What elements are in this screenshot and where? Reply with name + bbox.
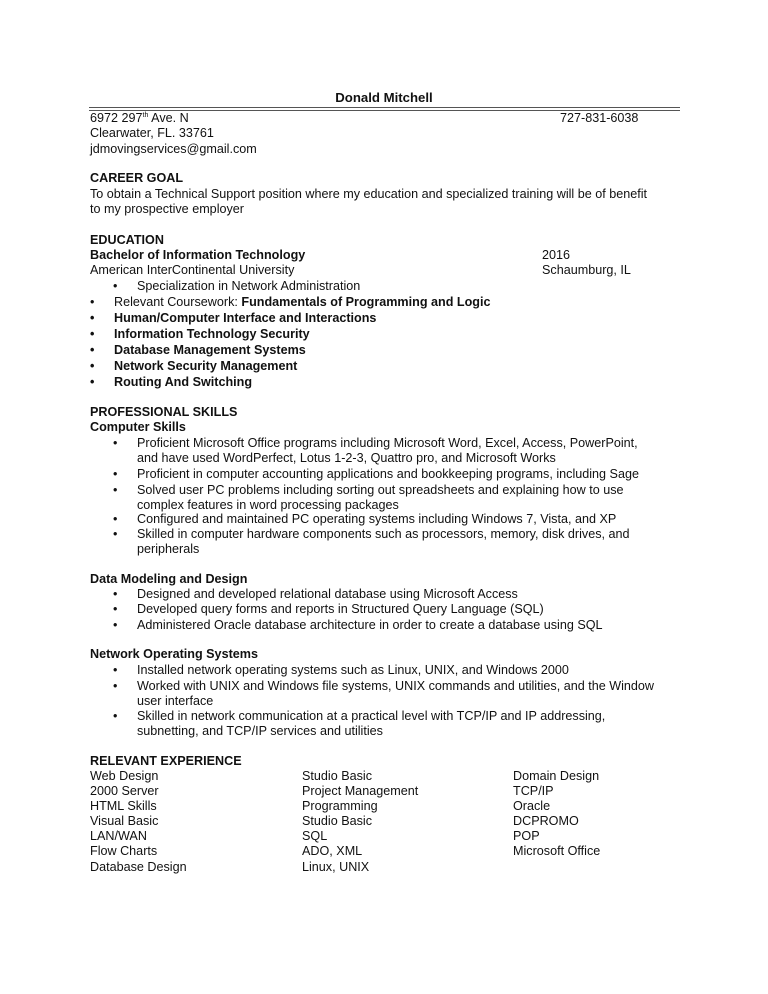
experience-item: Linux, UNIX bbox=[302, 859, 370, 874]
address-line bbox=[90, 111, 189, 126]
experience-heading: RELEVANT EXPERIENCE bbox=[90, 754, 242, 768]
experience-item: ADO, XML bbox=[302, 844, 363, 859]
skill-text-cont: subnetting, and TCP/IP services and utilities bbox=[137, 724, 383, 738]
skill-text: Designed and developed relational database using Microsoft Access bbox=[137, 587, 518, 601]
experience-item: TCP/IP bbox=[513, 784, 554, 799]
bullet-icon: • bbox=[113, 709, 118, 723]
skill-text: Solved user PC problems including sorting out spreadsheets and explaining how to use bbox=[137, 483, 624, 497]
skill-text-cont: and have used WordPerfect, Lotus 1-2-3, Quattro pro, and Microsoft Works bbox=[137, 451, 556, 465]
experience-item: 2000 Server bbox=[90, 784, 159, 799]
skill-text: Skilled in network communication at a practical level with TCP/IP and IP addressing, bbox=[137, 709, 606, 723]
bullet-icon: • bbox=[113, 279, 118, 293]
career-goal-heading: CAREER GOAL bbox=[90, 171, 184, 185]
skill-text-cont: user interface bbox=[137, 694, 214, 708]
experience-item: Oracle bbox=[513, 799, 551, 814]
experience-column-3 bbox=[513, 769, 600, 860]
skill-text: Worked with UNIX and Windows file systems, UNIX commands and utilities, and the Window bbox=[137, 679, 655, 693]
experience-column-2 bbox=[302, 769, 418, 875]
school-location: Schaumburg, IL bbox=[542, 263, 631, 277]
bullet-icon: • bbox=[90, 327, 95, 341]
bullet-icon: • bbox=[90, 343, 95, 357]
experience-item: LAN/WAN bbox=[90, 829, 147, 844]
bullet-icon: • bbox=[113, 483, 118, 497]
course-text: Information Technology Security bbox=[114, 327, 310, 341]
career-goal-line-1: To obtain a Technical Support position where my education and specialized training will be of benefit bbox=[90, 187, 648, 201]
experience-item: POP bbox=[513, 829, 540, 844]
skills-heading: PROFESSIONAL SKILLS bbox=[90, 405, 238, 419]
data-modeling-title: Data Modeling and Design bbox=[90, 572, 248, 586]
degree-year: 2016 bbox=[542, 248, 571, 262]
bullet-icon: • bbox=[113, 512, 118, 526]
experience-item: Project Management bbox=[302, 784, 419, 799]
skill-text-cont: peripherals bbox=[137, 542, 200, 556]
experience-item: DCPROMO bbox=[513, 814, 579, 829]
bullet-icon: • bbox=[90, 295, 95, 309]
bullet-icon: • bbox=[113, 602, 118, 616]
skill-text: Installed network operating systems such as Linux, UNIX, and Windows 2000 bbox=[137, 663, 569, 677]
experience-item: Microsoft Office bbox=[513, 844, 601, 859]
experience-item: Web Design bbox=[90, 769, 159, 783]
bullet-icon: • bbox=[90, 311, 95, 325]
city-line: Clearwater, FL. 33761 bbox=[90, 126, 214, 140]
skill-text: Configured and maintained PC operating systems including Windows 7, Vista, and XP bbox=[137, 512, 617, 526]
school-name: American InterContinental University bbox=[90, 263, 295, 277]
experience-item: Programming bbox=[302, 799, 378, 814]
bullet-icon: • bbox=[113, 663, 118, 677]
course-text: Network Security Management bbox=[114, 359, 298, 373]
experience-item: SQL bbox=[302, 829, 328, 844]
experience-column-1 bbox=[90, 769, 187, 875]
skill-text: Proficient Microsoft Office programs including Microsoft Word, Excel, Access, PowerPoint, bbox=[137, 436, 638, 450]
skill-text: Developed query forms and reports in Structured Query Language (SQL) bbox=[137, 602, 544, 616]
specialization-text: Specialization in Network Administration bbox=[137, 279, 361, 293]
coursework-first-course: Fundamentals of Programming and Logic bbox=[241, 295, 491, 309]
bullet-icon: • bbox=[113, 527, 118, 541]
network-os-title: Network Operating Systems bbox=[90, 647, 258, 661]
bullet-icon: • bbox=[90, 375, 95, 389]
email-address: jdmovingservices@gmail.com bbox=[90, 142, 257, 156]
bullet-icon: • bbox=[90, 359, 95, 373]
experience-item: Domain Design bbox=[513, 769, 600, 783]
experience-item: Studio Basic bbox=[302, 814, 373, 829]
bullet-icon: • bbox=[113, 587, 118, 601]
experience-item: Visual Basic bbox=[90, 814, 159, 829]
degree-title: Bachelor of Information Technology bbox=[90, 248, 306, 262]
coursework-label: Relevant Coursework: bbox=[114, 295, 242, 309]
experience-item: Flow Charts bbox=[90, 844, 158, 859]
experience-item: HTML Skills bbox=[90, 799, 157, 814]
course-text: Routing And Switching bbox=[114, 375, 253, 389]
address-suffix: th bbox=[142, 112, 149, 119]
bullet-icon: • bbox=[113, 467, 118, 481]
skill-text: Proficient in computer accounting applications and bookkeeping programs, including Sage bbox=[137, 467, 639, 481]
education-heading: EDUCATION bbox=[90, 233, 164, 247]
address-number: 6972 297 bbox=[90, 111, 143, 125]
experience-item: Database Design bbox=[90, 859, 187, 874]
course-text: Human/Computer Interface and Interactions bbox=[114, 311, 377, 325]
skill-text: Administered Oracle database architecture in order to create a database using SQL bbox=[137, 618, 603, 632]
computer-skills-title: Computer Skills bbox=[90, 420, 186, 434]
bullet-icon: • bbox=[113, 618, 118, 632]
bullet-icon: • bbox=[113, 436, 118, 450]
experience-item: Studio Basic bbox=[302, 769, 373, 783]
header-rule bbox=[89, 107, 680, 108]
address-street: Ave. N bbox=[148, 111, 189, 125]
candidate-name: Donald Mitchell bbox=[335, 90, 433, 105]
bullet-icon: • bbox=[113, 679, 118, 693]
skill-text: Skilled in computer hardware components such as processors, memory, disk drives, and bbox=[137, 527, 630, 541]
phone-number: 727-831-6038 bbox=[560, 111, 639, 125]
course-text: Database Management Systems bbox=[114, 343, 306, 357]
skill-text-cont: complex features in word processing packages bbox=[137, 498, 399, 512]
career-goal-line-2: to my prospective employer bbox=[90, 202, 244, 216]
